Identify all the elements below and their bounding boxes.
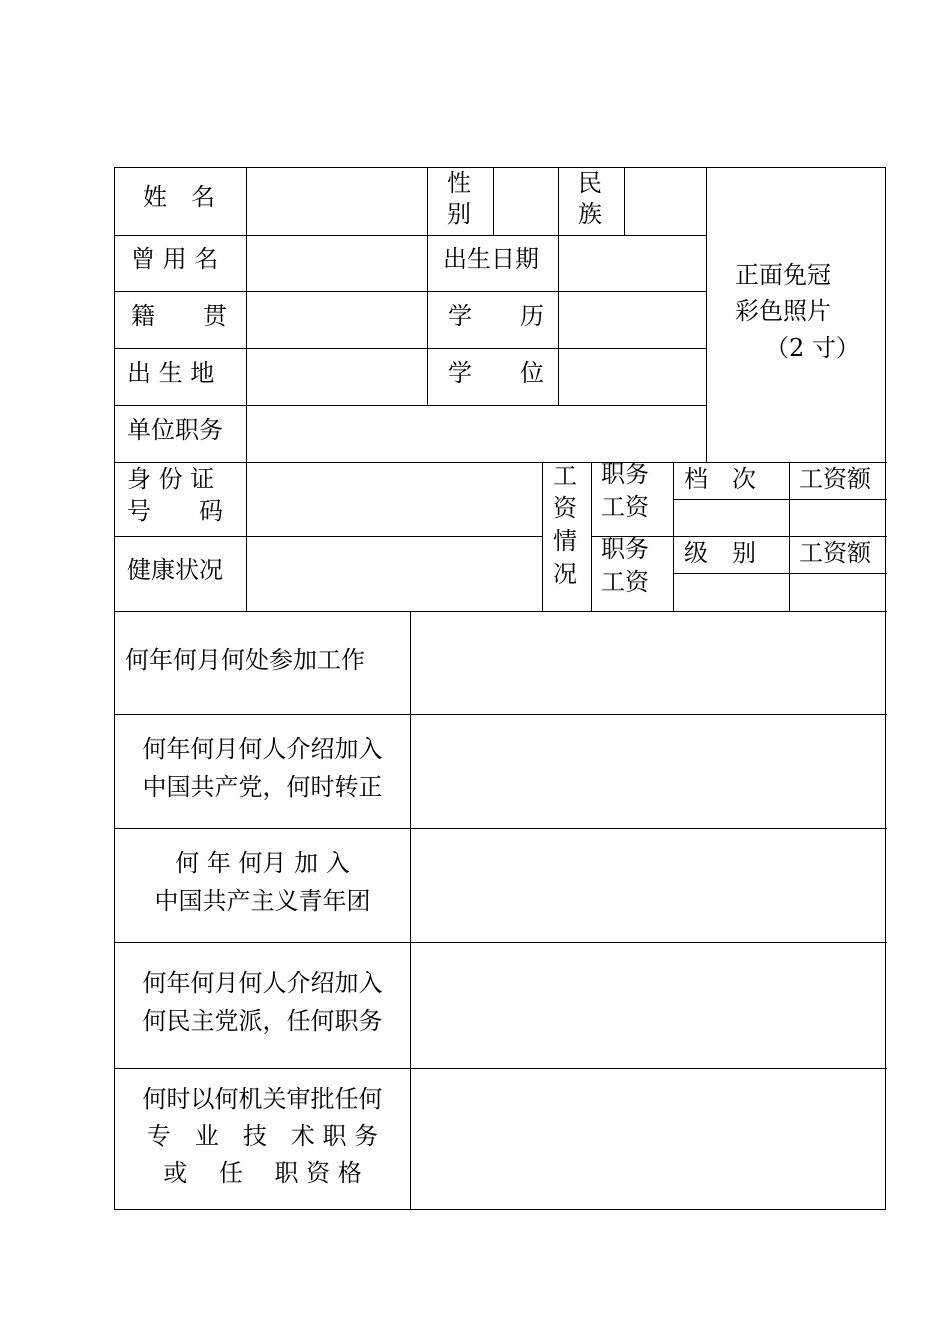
row-line <box>115 291 706 292</box>
label-qualification: 或 任 职 资 格 <box>163 1159 362 1187</box>
row-line <box>115 1068 887 1069</box>
col-line <box>591 462 592 611</box>
row-line <box>115 235 246 236</box>
label-id-number: 号 码 <box>127 497 223 525</box>
col-line <box>624 168 625 235</box>
label-post-salary: 职务 <box>601 535 649 563</box>
label-post-salary: 工资 <box>601 493 649 521</box>
label-salary: 情 <box>553 527 577 555</box>
col-line <box>706 168 707 462</box>
label-degree: 学 位 <box>448 359 544 387</box>
value-former-name[interactable] <box>255 244 420 284</box>
value-name[interactable] <box>255 182 420 222</box>
value-education[interactable] <box>567 301 697 341</box>
label-salary: 工 <box>553 462 577 490</box>
label-level: 级 别 <box>684 539 756 567</box>
label-democratic-party: 何民主党派，任何职务 <box>142 1007 383 1035</box>
label-id-number: 身 份 证 <box>127 465 215 493</box>
row-line <box>673 499 887 500</box>
registration-form <box>114 167 886 1210</box>
value-native-place[interactable] <box>255 301 420 341</box>
label-education: 学 历 <box>448 302 544 330</box>
photo-placeholder-line: （2 寸） <box>765 334 860 362</box>
row-line <box>673 573 887 574</box>
label-grade: 档 次 <box>684 465 756 493</box>
label-post-salary: 工资 <box>601 568 649 596</box>
label-health: 健康状况 <box>127 556 223 584</box>
value-level[interactable] <box>681 576 781 606</box>
col-line <box>493 168 494 235</box>
value-salary-amount[interactable] <box>797 502 881 532</box>
label-salary: 资 <box>553 494 577 522</box>
label-ethnicity: 族 <box>578 200 602 228</box>
label-salary: 况 <box>553 560 577 588</box>
value-party-join[interactable] <box>420 734 880 814</box>
row-line <box>115 405 706 406</box>
label-salary-amount: 工资额 <box>799 539 871 567</box>
label-league-join: 何 年 何月 加 入 <box>175 849 350 877</box>
value-league-join[interactable] <box>420 848 880 928</box>
col-line <box>542 462 543 611</box>
label-qualification: 专 业 技 术 职 务 <box>146 1122 379 1150</box>
label-gender: 性 <box>447 169 471 197</box>
value-qualification[interactable] <box>420 1084 880 1194</box>
label-democratic-party: 何年何月何人介绍加入 <box>142 969 383 997</box>
row-line <box>115 828 887 829</box>
col-line <box>558 168 559 405</box>
label-former-name: 曾 用 名 <box>131 245 219 273</box>
label-gender: 别 <box>447 200 471 228</box>
label-party-join: 中国共产党，何时转正 <box>142 773 383 801</box>
value-work-unit-post[interactable] <box>255 415 695 455</box>
value-id-number[interactable] <box>255 480 535 520</box>
value-ethnicity[interactable] <box>631 182 701 222</box>
label-birthplace: 出 生 地 <box>127 359 215 387</box>
row-line <box>115 942 887 943</box>
label-birth-date: 出生日期 <box>443 245 539 273</box>
row-line <box>246 235 706 236</box>
value-birthplace[interactable] <box>255 358 420 398</box>
value-birth-date[interactable] <box>567 244 697 284</box>
col-line <box>789 462 790 611</box>
label-post-salary: 职务 <box>601 460 649 488</box>
label-work-start: 何年何月何处参加工作 <box>125 646 365 674</box>
row-line <box>115 611 887 612</box>
col-line <box>410 611 411 1210</box>
col-line <box>673 462 674 611</box>
value-grade[interactable] <box>681 502 781 532</box>
label-native-place: 籍 贯 <box>131 302 227 330</box>
row-line <box>115 714 887 715</box>
value-salary-amount[interactable] <box>797 576 881 606</box>
value-health[interactable] <box>255 555 535 595</box>
label-work-unit-post: 单位职务 <box>127 416 223 444</box>
photo-placeholder-line: 正面免冠 <box>735 261 831 289</box>
col-line <box>246 168 247 611</box>
label-ethnicity: 民 <box>578 169 602 197</box>
row-line <box>115 536 542 537</box>
label-party-join: 何年何月何人介绍加入 <box>142 735 383 763</box>
label-name: 姓 名 <box>143 183 215 211</box>
value-work-start[interactable] <box>420 628 880 698</box>
label-qualification: 何时以何机关审批任何 <box>142 1085 383 1113</box>
row-line <box>115 348 706 349</box>
col-line <box>427 168 428 405</box>
value-democratic-party[interactable] <box>420 968 880 1058</box>
label-salary-amount: 工资额 <box>799 465 871 493</box>
photo-placeholder-line: 彩色照片 <box>735 297 831 325</box>
value-gender[interactable] <box>499 182 553 222</box>
label-league-join: 中国共产主义青年团 <box>154 887 371 915</box>
value-degree[interactable] <box>567 358 697 398</box>
row-line <box>115 462 887 463</box>
